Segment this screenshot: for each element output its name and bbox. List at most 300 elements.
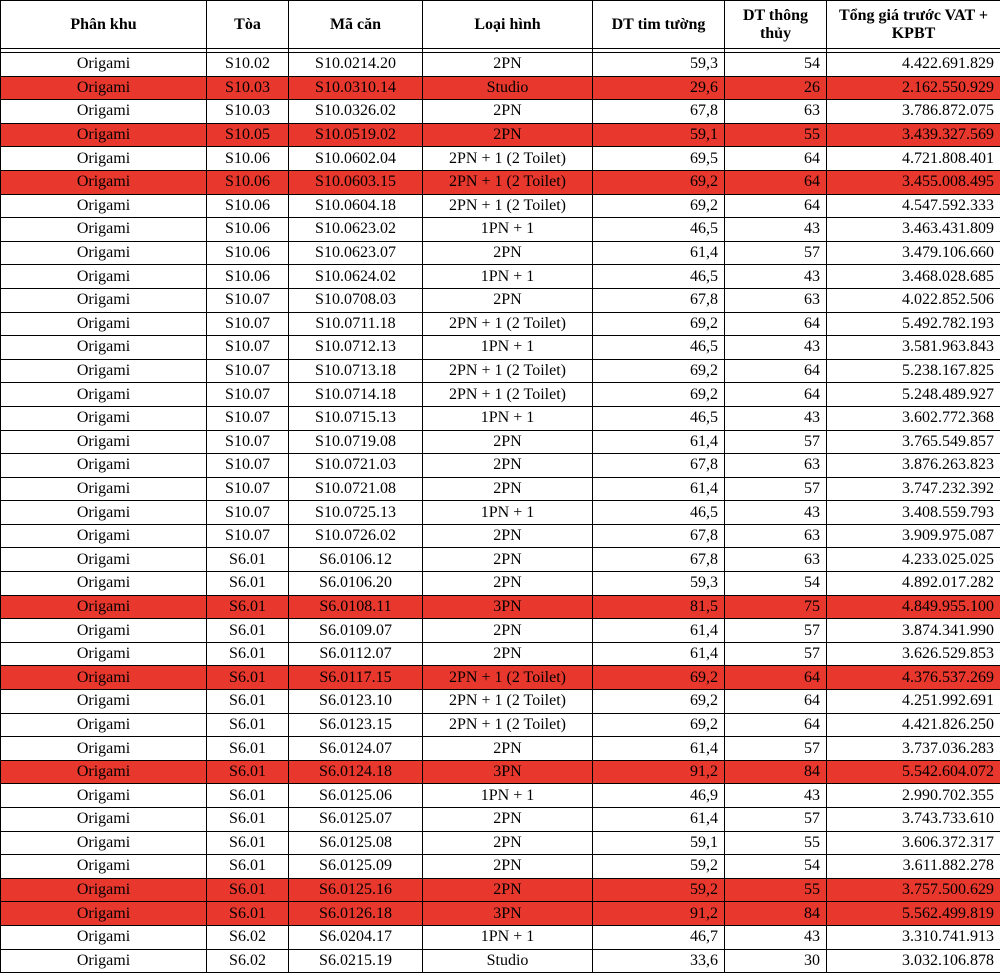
- cell-total-price: 3.743.733.610: [827, 808, 1000, 832]
- cell-unit-type: 2PN: [423, 430, 593, 454]
- cell-unit-code: S6.0123.10: [289, 690, 423, 714]
- cell-tower: S10.07: [207, 288, 289, 312]
- cell-zone: Origami: [1, 524, 207, 548]
- header-row: [1, 1, 1000, 49]
- cell-tower: S10.06: [207, 194, 289, 218]
- cell-total-price: 3.606.372.317: [827, 831, 1000, 855]
- cell-total-price: 4.892.017.282: [827, 572, 1000, 596]
- cell-total-price: 4.251.992.691: [827, 690, 1000, 714]
- cell-unit-type: 2PN + 1 (2 Toilet): [423, 147, 593, 171]
- cell-net-area: 84: [725, 760, 827, 784]
- cell-unit-type: 1PN + 1: [423, 218, 593, 242]
- cell-wall-area: 69,2: [593, 312, 725, 336]
- cell-unit-type: 2PN + 1 (2 Toilet): [423, 194, 593, 218]
- cell-net-area: 63: [725, 100, 827, 124]
- cell-total-price: 3.602.772.368: [827, 406, 1000, 430]
- cell-net-area: 43: [725, 336, 827, 360]
- cell-total-price: 3.909.975.087: [827, 524, 1000, 548]
- cell-zone: Origami: [1, 312, 207, 336]
- cell-wall-area: 69,2: [593, 359, 725, 383]
- cell-unit-code: S10.0712.13: [289, 336, 423, 360]
- cell-unit-type: 1PN + 1: [423, 784, 593, 808]
- table-row: [1, 831, 1000, 855]
- table-row: [1, 713, 1000, 737]
- table-row: [1, 760, 1000, 784]
- table-row: [1, 548, 1000, 572]
- cell-total-price: 3.757.500.629: [827, 878, 1000, 902]
- cell-unit-type: 2PN + 1 (2 Toilet): [423, 359, 593, 383]
- cell-tower: S10.03: [207, 100, 289, 124]
- cell-net-area: 57: [725, 642, 827, 666]
- cell-zone: Origami: [1, 784, 207, 808]
- cell-total-price: 4.233.025.025: [827, 548, 1000, 572]
- cell-net-area: 43: [725, 925, 827, 949]
- cell-net-area: 43: [725, 265, 827, 289]
- cell-wall-area: 46,5: [593, 406, 725, 430]
- cell-net-area: 64: [725, 713, 827, 737]
- cell-zone: Origami: [1, 572, 207, 596]
- table-row: [1, 666, 1000, 690]
- cell-tower: S6.02: [207, 925, 289, 949]
- cell-wall-area: 46,5: [593, 265, 725, 289]
- table-row: [1, 336, 1000, 360]
- cell-zone: Origami: [1, 265, 207, 289]
- cell-tower: S10.07: [207, 383, 289, 407]
- cell-total-price: 3.455.008.495: [827, 170, 1000, 194]
- cell-wall-area: 59,3: [593, 572, 725, 596]
- cell-unit-code: S10.0715.13: [289, 406, 423, 430]
- cell-wall-area: 81,5: [593, 595, 725, 619]
- cell-wall-area: 91,2: [593, 902, 725, 926]
- cell-zone: Origami: [1, 501, 207, 525]
- cell-net-area: 55: [725, 831, 827, 855]
- cell-wall-area: 46,5: [593, 501, 725, 525]
- cell-net-area: 63: [725, 288, 827, 312]
- header-zone: Phân khu: [1, 1, 207, 49]
- cell-net-area: 63: [725, 454, 827, 478]
- cell-unit-code: S6.0106.20: [289, 572, 423, 596]
- cell-tower: S10.06: [207, 170, 289, 194]
- cell-net-area: 54: [725, 572, 827, 596]
- cell-wall-area: 29,6: [593, 76, 725, 100]
- cell-unit-code: S10.0725.13: [289, 501, 423, 525]
- cell-wall-area: 46,5: [593, 218, 725, 242]
- table-row: [1, 241, 1000, 265]
- cell-zone: Origami: [1, 690, 207, 714]
- cell-tower: S10.05: [207, 123, 289, 147]
- table-row: [1, 359, 1000, 383]
- cell-unit-type: 2PN + 1 (2 Toilet): [423, 713, 593, 737]
- cell-unit-type: 1PN + 1: [423, 265, 593, 289]
- cell-total-price: 3.611.882.278: [827, 855, 1000, 879]
- table-row: [1, 406, 1000, 430]
- cell-total-price: 4.721.808.401: [827, 147, 1000, 171]
- cell-total-price: 4.022.852.506: [827, 288, 1000, 312]
- cell-unit-code: S6.0112.07: [289, 642, 423, 666]
- cell-wall-area: 61,4: [593, 737, 725, 761]
- cell-net-area: 64: [725, 690, 827, 714]
- cell-wall-area: 67,8: [593, 454, 725, 478]
- cell-unit-code: S10.0711.18: [289, 312, 423, 336]
- cell-unit-type: 2PN: [423, 524, 593, 548]
- cell-total-price: 5.562.499.819: [827, 902, 1000, 926]
- cell-wall-area: 59,1: [593, 831, 725, 855]
- cell-zone: Origami: [1, 855, 207, 879]
- cell-zone: Origami: [1, 406, 207, 430]
- table-row: [1, 524, 1000, 548]
- cell-unit-code: S10.0603.15: [289, 170, 423, 194]
- cell-net-area: 64: [725, 147, 827, 171]
- cell-zone: Origami: [1, 477, 207, 501]
- header-total-price: Tổng giá trước VAT + KPBT: [827, 1, 1000, 49]
- cell-net-area: 63: [725, 524, 827, 548]
- table-row: [1, 53, 1000, 77]
- cell-unit-code: S10.0721.03: [289, 454, 423, 478]
- table-row: [1, 265, 1000, 289]
- table-row: [1, 501, 1000, 525]
- cell-wall-area: 61,4: [593, 241, 725, 265]
- cell-tower: S10.07: [207, 501, 289, 525]
- cell-unit-code: S10.0713.18: [289, 359, 423, 383]
- cell-unit-code: S10.0602.04: [289, 147, 423, 171]
- cell-tower: S10.07: [207, 312, 289, 336]
- cell-zone: Origami: [1, 619, 207, 643]
- table-row: [1, 619, 1000, 643]
- cell-unit-type: 2PN: [423, 642, 593, 666]
- cell-unit-code: S10.0310.14: [289, 76, 423, 100]
- cell-unit-type: 2PN: [423, 288, 593, 312]
- cell-total-price: 4.547.592.333: [827, 194, 1000, 218]
- cell-unit-code: S6.0204.17: [289, 925, 423, 949]
- cell-zone: Origami: [1, 336, 207, 360]
- cell-unit-type: 2PN + 1 (2 Toilet): [423, 312, 593, 336]
- cell-wall-area: 61,4: [593, 619, 725, 643]
- cell-net-area: 57: [725, 241, 827, 265]
- cell-total-price: 3.463.431.809: [827, 218, 1000, 242]
- cell-tower: S10.06: [207, 265, 289, 289]
- cell-wall-area: 33,6: [593, 949, 725, 973]
- cell-total-price: 5.492.782.193: [827, 312, 1000, 336]
- cell-unit-type: 2PN: [423, 619, 593, 643]
- cell-zone: Origami: [1, 53, 207, 77]
- header-net-area: DT thông thủy: [725, 1, 827, 49]
- cell-total-price: 3.032.106.878: [827, 949, 1000, 973]
- cell-net-area: 63: [725, 548, 827, 572]
- cell-net-area: 54: [725, 53, 827, 77]
- cell-unit-code: S10.0721.08: [289, 477, 423, 501]
- cell-wall-area: 67,8: [593, 288, 725, 312]
- cell-unit-type: 2PN: [423, 123, 593, 147]
- cell-unit-code: S10.0708.03: [289, 288, 423, 312]
- cell-unit-code: S6.0215.19: [289, 949, 423, 973]
- cell-unit-type: 2PN: [423, 454, 593, 478]
- cell-tower: S6.01: [207, 595, 289, 619]
- cell-tower: S6.01: [207, 902, 289, 926]
- cell-net-area: 55: [725, 123, 827, 147]
- table-row: [1, 784, 1000, 808]
- cell-unit-type: 2PN: [423, 808, 593, 832]
- cell-wall-area: 46,9: [593, 784, 725, 808]
- cell-unit-code: S6.0125.08: [289, 831, 423, 855]
- cell-unit-type: 2PN: [423, 855, 593, 879]
- cell-net-area: 57: [725, 808, 827, 832]
- cell-net-area: 57: [725, 737, 827, 761]
- cell-unit-code: S10.0624.02: [289, 265, 423, 289]
- table-row: [1, 855, 1000, 879]
- cell-total-price: 3.626.529.853: [827, 642, 1000, 666]
- cell-total-price: 3.765.549.857: [827, 430, 1000, 454]
- cell-unit-type: 2PN: [423, 572, 593, 596]
- cell-zone: Origami: [1, 595, 207, 619]
- cell-tower: S10.07: [207, 477, 289, 501]
- cell-unit-code: S6.0125.09: [289, 855, 423, 879]
- cell-zone: Origami: [1, 194, 207, 218]
- cell-tower: S6.01: [207, 784, 289, 808]
- cell-wall-area: 59,2: [593, 855, 725, 879]
- cell-unit-code: S10.0214.20: [289, 53, 423, 77]
- cell-unit-type: 2PN: [423, 53, 593, 77]
- cell-unit-code: S10.0719.08: [289, 430, 423, 454]
- cell-total-price: 4.422.691.829: [827, 53, 1000, 77]
- cell-zone: Origami: [1, 147, 207, 171]
- cell-net-area: 30: [725, 949, 827, 973]
- cell-unit-code: S10.0623.07: [289, 241, 423, 265]
- cell-total-price: 3.310.741.913: [827, 925, 1000, 949]
- cell-tower: S10.06: [207, 218, 289, 242]
- cell-zone: Origami: [1, 218, 207, 242]
- cell-tower: S10.03: [207, 76, 289, 100]
- cell-total-price: 4.849.955.100: [827, 595, 1000, 619]
- cell-wall-area: 69,2: [593, 170, 725, 194]
- cell-unit-code: S6.0109.07: [289, 619, 423, 643]
- cell-net-area: 57: [725, 477, 827, 501]
- cell-unit-code: S6.0126.18: [289, 902, 423, 926]
- cell-total-price: 3.581.963.843: [827, 336, 1000, 360]
- cell-unit-code: S10.0326.02: [289, 100, 423, 124]
- cell-zone: Origami: [1, 288, 207, 312]
- cell-unit-code: S10.0604.18: [289, 194, 423, 218]
- table-row: [1, 76, 1000, 100]
- cell-net-area: 57: [725, 619, 827, 643]
- cell-tower: S6.01: [207, 760, 289, 784]
- cell-unit-type: 2PN + 1 (2 Toilet): [423, 170, 593, 194]
- cell-zone: Origami: [1, 123, 207, 147]
- cell-tower: S10.06: [207, 147, 289, 171]
- cell-wall-area: 69,2: [593, 690, 725, 714]
- cell-unit-code: S10.0519.02: [289, 123, 423, 147]
- cell-tower: S10.07: [207, 359, 289, 383]
- cell-zone: Origami: [1, 666, 207, 690]
- cell-unit-type: 2PN: [423, 737, 593, 761]
- cell-unit-type: 2PN: [423, 831, 593, 855]
- cell-tower: S6.01: [207, 808, 289, 832]
- cell-net-area: 64: [725, 170, 827, 194]
- table-row: [1, 690, 1000, 714]
- cell-net-area: 64: [725, 194, 827, 218]
- cell-wall-area: 46,5: [593, 336, 725, 360]
- table-row: [1, 878, 1000, 902]
- cell-total-price: 2.162.550.929: [827, 76, 1000, 100]
- cell-zone: Origami: [1, 100, 207, 124]
- cell-unit-type: 2PN: [423, 477, 593, 501]
- cell-tower: S6.01: [207, 737, 289, 761]
- header-tower: Tòa: [207, 1, 289, 49]
- cell-unit-type: 1PN + 1: [423, 406, 593, 430]
- table-row: [1, 100, 1000, 124]
- cell-tower: S6.01: [207, 642, 289, 666]
- cell-unit-type: 2PN: [423, 878, 593, 902]
- cell-unit-code: S6.0108.11: [289, 595, 423, 619]
- cell-unit-type: 1PN + 1: [423, 336, 593, 360]
- table-row: [1, 642, 1000, 666]
- cell-net-area: 55: [725, 878, 827, 902]
- cell-total-price: 2.990.702.355: [827, 784, 1000, 808]
- cell-total-price: 5.248.489.927: [827, 383, 1000, 407]
- cell-zone: Origami: [1, 760, 207, 784]
- table-row: [1, 925, 1000, 949]
- cell-wall-area: 46,7: [593, 925, 725, 949]
- cell-tower: S6.01: [207, 666, 289, 690]
- cell-total-price: 5.238.167.825: [827, 359, 1000, 383]
- table-row: [1, 218, 1000, 242]
- cell-total-price: 3.737.036.283: [827, 737, 1000, 761]
- cell-total-price: 3.747.232.392: [827, 477, 1000, 501]
- cell-tower: S10.06: [207, 241, 289, 265]
- table-row: [1, 123, 1000, 147]
- cell-wall-area: 67,8: [593, 548, 725, 572]
- cell-net-area: 43: [725, 218, 827, 242]
- cell-unit-type: 1PN + 1: [423, 501, 593, 525]
- cell-wall-area: 61,4: [593, 808, 725, 832]
- cell-unit-code: S10.0714.18: [289, 383, 423, 407]
- cell-total-price: 3.408.559.793: [827, 501, 1000, 525]
- cell-total-price: 3.876.263.823: [827, 454, 1000, 478]
- cell-tower: S10.07: [207, 406, 289, 430]
- cell-net-area: 43: [725, 501, 827, 525]
- table-row: [1, 572, 1000, 596]
- cell-total-price: 3.874.341.990: [827, 619, 1000, 643]
- cell-net-area: 54: [725, 855, 827, 879]
- cell-unit-type: 2PN + 1 (2 Toilet): [423, 383, 593, 407]
- cell-tower: S6.01: [207, 690, 289, 714]
- cell-wall-area: 61,4: [593, 430, 725, 454]
- table-row: [1, 383, 1000, 407]
- cell-zone: Origami: [1, 902, 207, 926]
- cell-net-area: 64: [725, 666, 827, 690]
- cell-total-price: 3.786.872.075: [827, 100, 1000, 124]
- cell-unit-code: S6.0125.07: [289, 808, 423, 832]
- cell-unit-type: 3PN: [423, 760, 593, 784]
- cell-unit-type: Studio: [423, 76, 593, 100]
- cell-unit-type: 1PN + 1: [423, 925, 593, 949]
- table-row: [1, 737, 1000, 761]
- cell-total-price: 3.439.327.569: [827, 123, 1000, 147]
- cell-wall-area: 69,2: [593, 666, 725, 690]
- cell-tower: S6.01: [207, 713, 289, 737]
- cell-unit-type: 3PN: [423, 902, 593, 926]
- cell-wall-area: 59,2: [593, 878, 725, 902]
- cell-wall-area: 59,3: [593, 53, 725, 77]
- cell-tower: S6.01: [207, 548, 289, 572]
- cell-net-area: 57: [725, 430, 827, 454]
- cell-wall-area: 69,2: [593, 713, 725, 737]
- cell-zone: Origami: [1, 878, 207, 902]
- cell-zone: Origami: [1, 642, 207, 666]
- cell-zone: Origami: [1, 925, 207, 949]
- cell-unit-type: 2PN: [423, 100, 593, 124]
- cell-unit-code: S6.0123.15: [289, 713, 423, 737]
- cell-wall-area: 59,1: [593, 123, 725, 147]
- cell-unit-type: 2PN + 1 (2 Toilet): [423, 666, 593, 690]
- cell-zone: Origami: [1, 454, 207, 478]
- cell-tower: S10.07: [207, 454, 289, 478]
- cell-net-area: 26: [725, 76, 827, 100]
- cell-net-area: 84: [725, 902, 827, 926]
- cell-net-area: 64: [725, 359, 827, 383]
- table-row: [1, 170, 1000, 194]
- cell-net-area: 75: [725, 595, 827, 619]
- cell-wall-area: 67,8: [593, 100, 725, 124]
- table-row: [1, 147, 1000, 171]
- cell-unit-code: S10.0623.02: [289, 218, 423, 242]
- cell-unit-code: S6.0117.15: [289, 666, 423, 690]
- cell-total-price: 5.542.604.072: [827, 760, 1000, 784]
- cell-wall-area: 69,2: [593, 194, 725, 218]
- cell-unit-code: S6.0125.16: [289, 878, 423, 902]
- cell-wall-area: 67,8: [593, 524, 725, 548]
- table-row: [1, 312, 1000, 336]
- cell-unit-code: S6.0106.12: [289, 548, 423, 572]
- cell-unit-code: S6.0124.07: [289, 737, 423, 761]
- cell-zone: Origami: [1, 170, 207, 194]
- table-row: [1, 288, 1000, 312]
- cell-tower: S10.07: [207, 430, 289, 454]
- table-row: [1, 477, 1000, 501]
- cell-unit-type: Studio: [423, 949, 593, 973]
- table-row: [1, 808, 1000, 832]
- cell-wall-area: 61,4: [593, 477, 725, 501]
- table-row: [1, 902, 1000, 926]
- cell-zone: Origami: [1, 241, 207, 265]
- cell-wall-area: 69,2: [593, 383, 725, 407]
- table-body: [1, 49, 1000, 973]
- cell-tower: S10.02: [207, 53, 289, 77]
- cell-tower: S10.07: [207, 524, 289, 548]
- table-row: [1, 595, 1000, 619]
- table-row: [1, 194, 1000, 218]
- table-header: [1, 1, 1000, 49]
- cell-net-area: 64: [725, 312, 827, 336]
- header-wall-area: DT tim tường: [593, 1, 725, 49]
- cell-unit-code: S6.0125.06: [289, 784, 423, 808]
- cell-total-price: 3.479.106.660: [827, 241, 1000, 265]
- cell-unit-type: 2PN + 1 (2 Toilet): [423, 690, 593, 714]
- cell-tower: S10.07: [207, 336, 289, 360]
- cell-unit-code: S6.0124.18: [289, 760, 423, 784]
- table-row: [1, 430, 1000, 454]
- cell-total-price: 4.421.826.250: [827, 713, 1000, 737]
- cell-wall-area: 91,2: [593, 760, 725, 784]
- header-unit-code: Mã căn: [289, 1, 423, 49]
- cell-zone: Origami: [1, 737, 207, 761]
- cell-unit-code: S10.0726.02: [289, 524, 423, 548]
- cell-tower: S6.02: [207, 949, 289, 973]
- cell-zone: Origami: [1, 430, 207, 454]
- cell-net-area: 64: [725, 383, 827, 407]
- cell-wall-area: 61,4: [593, 642, 725, 666]
- cell-total-price: 4.376.537.269: [827, 666, 1000, 690]
- table-row: [1, 949, 1000, 973]
